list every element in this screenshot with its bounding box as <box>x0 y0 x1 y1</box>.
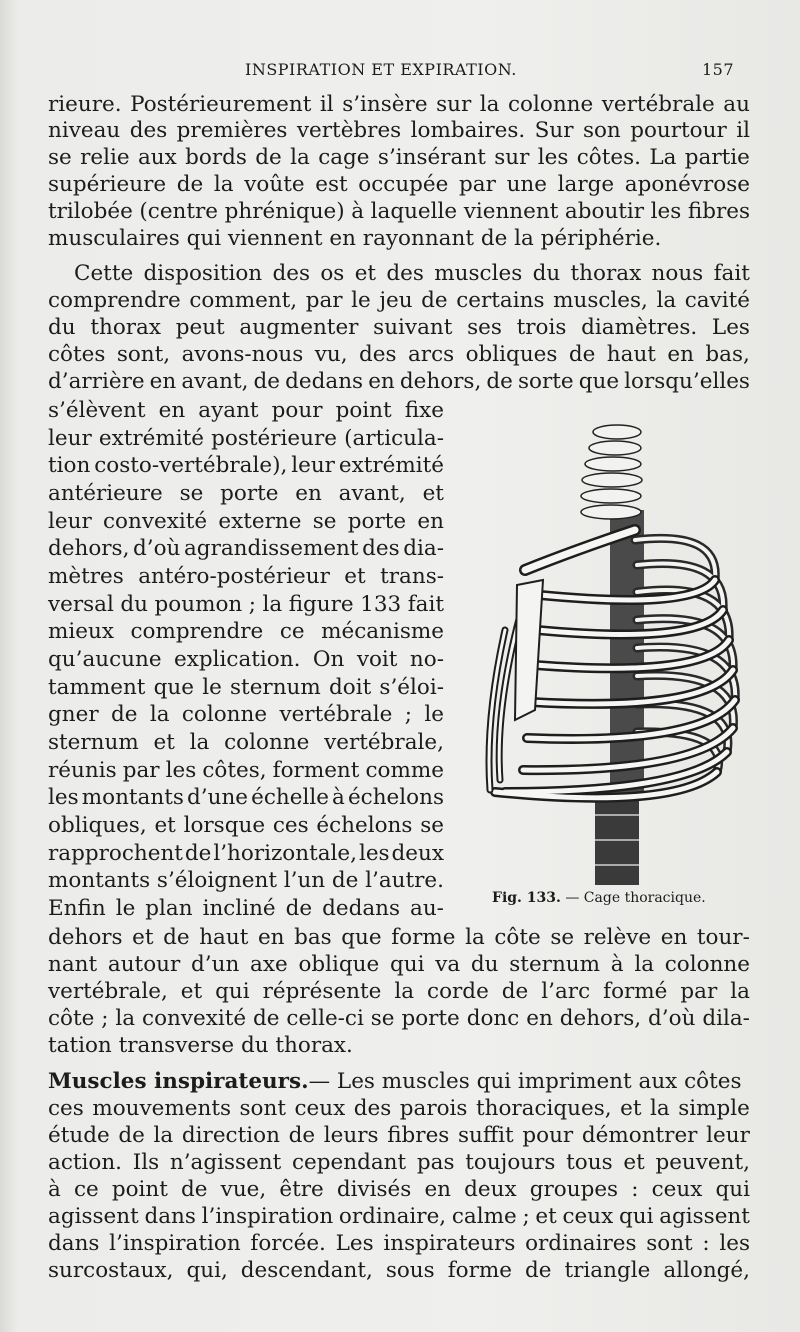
text-line: vertébrale, et qui réprésente la corde de l’arc formé par la <box>48 979 750 1004</box>
text-line: rieure. Postérieurement il s’insère sur la colonne vertébrale au <box>48 92 750 117</box>
text-line: tamment que le sternum doit s’éloi- <box>48 675 444 700</box>
text-line: trilobée (centre phrénique) à laquelle viennent aboutir les fibres <box>48 199 750 224</box>
text-line: Cette disposition des os et des muscles du thorax nous fait <box>74 261 750 286</box>
text-line: s’élèvent en ayant pour point fixe <box>48 398 444 423</box>
text-line: à ce point de vue, être divisés en deux groupes : ceux qui <box>48 1177 750 1202</box>
text-line: gner de la colonne vertébrale ; le <box>48 702 444 727</box>
thoracic-column <box>610 510 644 800</box>
text-line: versal du poumon ; la figure 133 fait <box>48 592 444 617</box>
figure-caption <box>492 890 752 906</box>
figure-label: Fig. 133. <box>492 890 561 906</box>
text-line: agissent dans l’inspiration ordinaire, calme ; et ceux qui agissent <box>48 1204 750 1229</box>
rib-cage-illustration <box>465 420 747 890</box>
text-line: dehors et de haut en bas que forme la côte se relève en tour- <box>48 925 750 950</box>
text-line: réunis par les côtes, forment comme <box>48 758 444 783</box>
text-line: dans l’inspiration forcée. Les inspirateurs ordinaires sont : les <box>48 1231 750 1256</box>
running-head-title: INSPIRATION ET EXPIRATION. <box>245 60 517 79</box>
text-line-rest: — Les muscles qui impriment aux côtes <box>308 1069 742 1094</box>
text-line: se relie aux bords de la cage s’insérant sur les côtes. La partie <box>48 145 750 170</box>
text-line: sternum et la colonne vertébrale, <box>48 730 444 755</box>
text-line: action. Ils n’agissent cependant pas toujours tous et peuvent, <box>48 1150 750 1175</box>
page-number: 157 <box>702 60 735 79</box>
rib-cage-figure <box>465 420 747 890</box>
section-heading: Muscles inspirateurs. <box>48 1069 309 1094</box>
text-line: d’arrière en avant, de dedans en dehors, de sorte que lorsqu’elles <box>48 369 750 394</box>
text-line: leur extrémité postérieure (articula- <box>48 426 444 451</box>
text-line: leur convexité externe se porte en <box>48 509 444 534</box>
text-line: tation transverse du thorax. <box>48 1033 353 1058</box>
section-first-line <box>48 1069 750 1095</box>
figure-caption-text: — Cage thoracique. <box>560 890 706 906</box>
text-line: tion costo-vertébrale), leur extrémité <box>48 453 444 478</box>
text-line: antérieure se porte en avant, et <box>48 481 444 506</box>
lumbar-vertebrae <box>595 790 639 885</box>
running-head <box>0 60 800 84</box>
cervical-vertebrae <box>581 425 642 519</box>
text-line: comprendre comment, par le jeu de certains muscles, la cavité <box>48 288 750 313</box>
text-line: mètres antéro-postérieur et trans- <box>48 564 444 589</box>
text-line: rapprochent de l’horizontale, les deux <box>48 841 444 866</box>
text-line: supérieure de la voûte est occupée par une large aponévrose <box>48 172 750 197</box>
text-line: montants s’éloignent l’un de l’autre. <box>48 868 444 893</box>
text-line: nant autour d’un axe oblique qui va du sternum à la colonne <box>48 952 750 977</box>
text-line: qu’aucune explication. On voit no- <box>48 647 444 672</box>
text-line: musculaires qui viennent en rayonnant de la périphérie. <box>48 226 662 251</box>
text-line: étude de la direction de leurs fibres suffit pour démontrer leur <box>48 1123 750 1148</box>
text-line: dehors, d’où agrandissement des dia- <box>48 536 444 561</box>
text-line: Enfin le plan incliné de dedans au- <box>48 896 444 921</box>
text-line: côte ; la convexité de celle-ci se porte donc en dehors, d’où dila- <box>48 1006 750 1031</box>
text-line: surcostaux, qui, descendant, sous forme de triangle allongé, <box>48 1258 750 1283</box>
text-line: obliques, et lorsque ces échelons se <box>48 813 444 838</box>
text-line: côtes sont, avons-nous vu, des arcs obliques de haut en bas, <box>48 342 750 367</box>
text-line: niveau des premières vertèbres lombaires. Sur son pourtour il <box>48 118 750 143</box>
text-line: ces mouvements sont ceux des parois thoraciques, et la simple <box>48 1096 750 1121</box>
text-line: du thorax peut augmenter suivant ses trois diamètres. Les <box>48 315 750 340</box>
text-line: mieux comprendre ce mécanisme <box>48 619 444 644</box>
text-line: les montants d’une échelle à échelons <box>48 785 444 810</box>
